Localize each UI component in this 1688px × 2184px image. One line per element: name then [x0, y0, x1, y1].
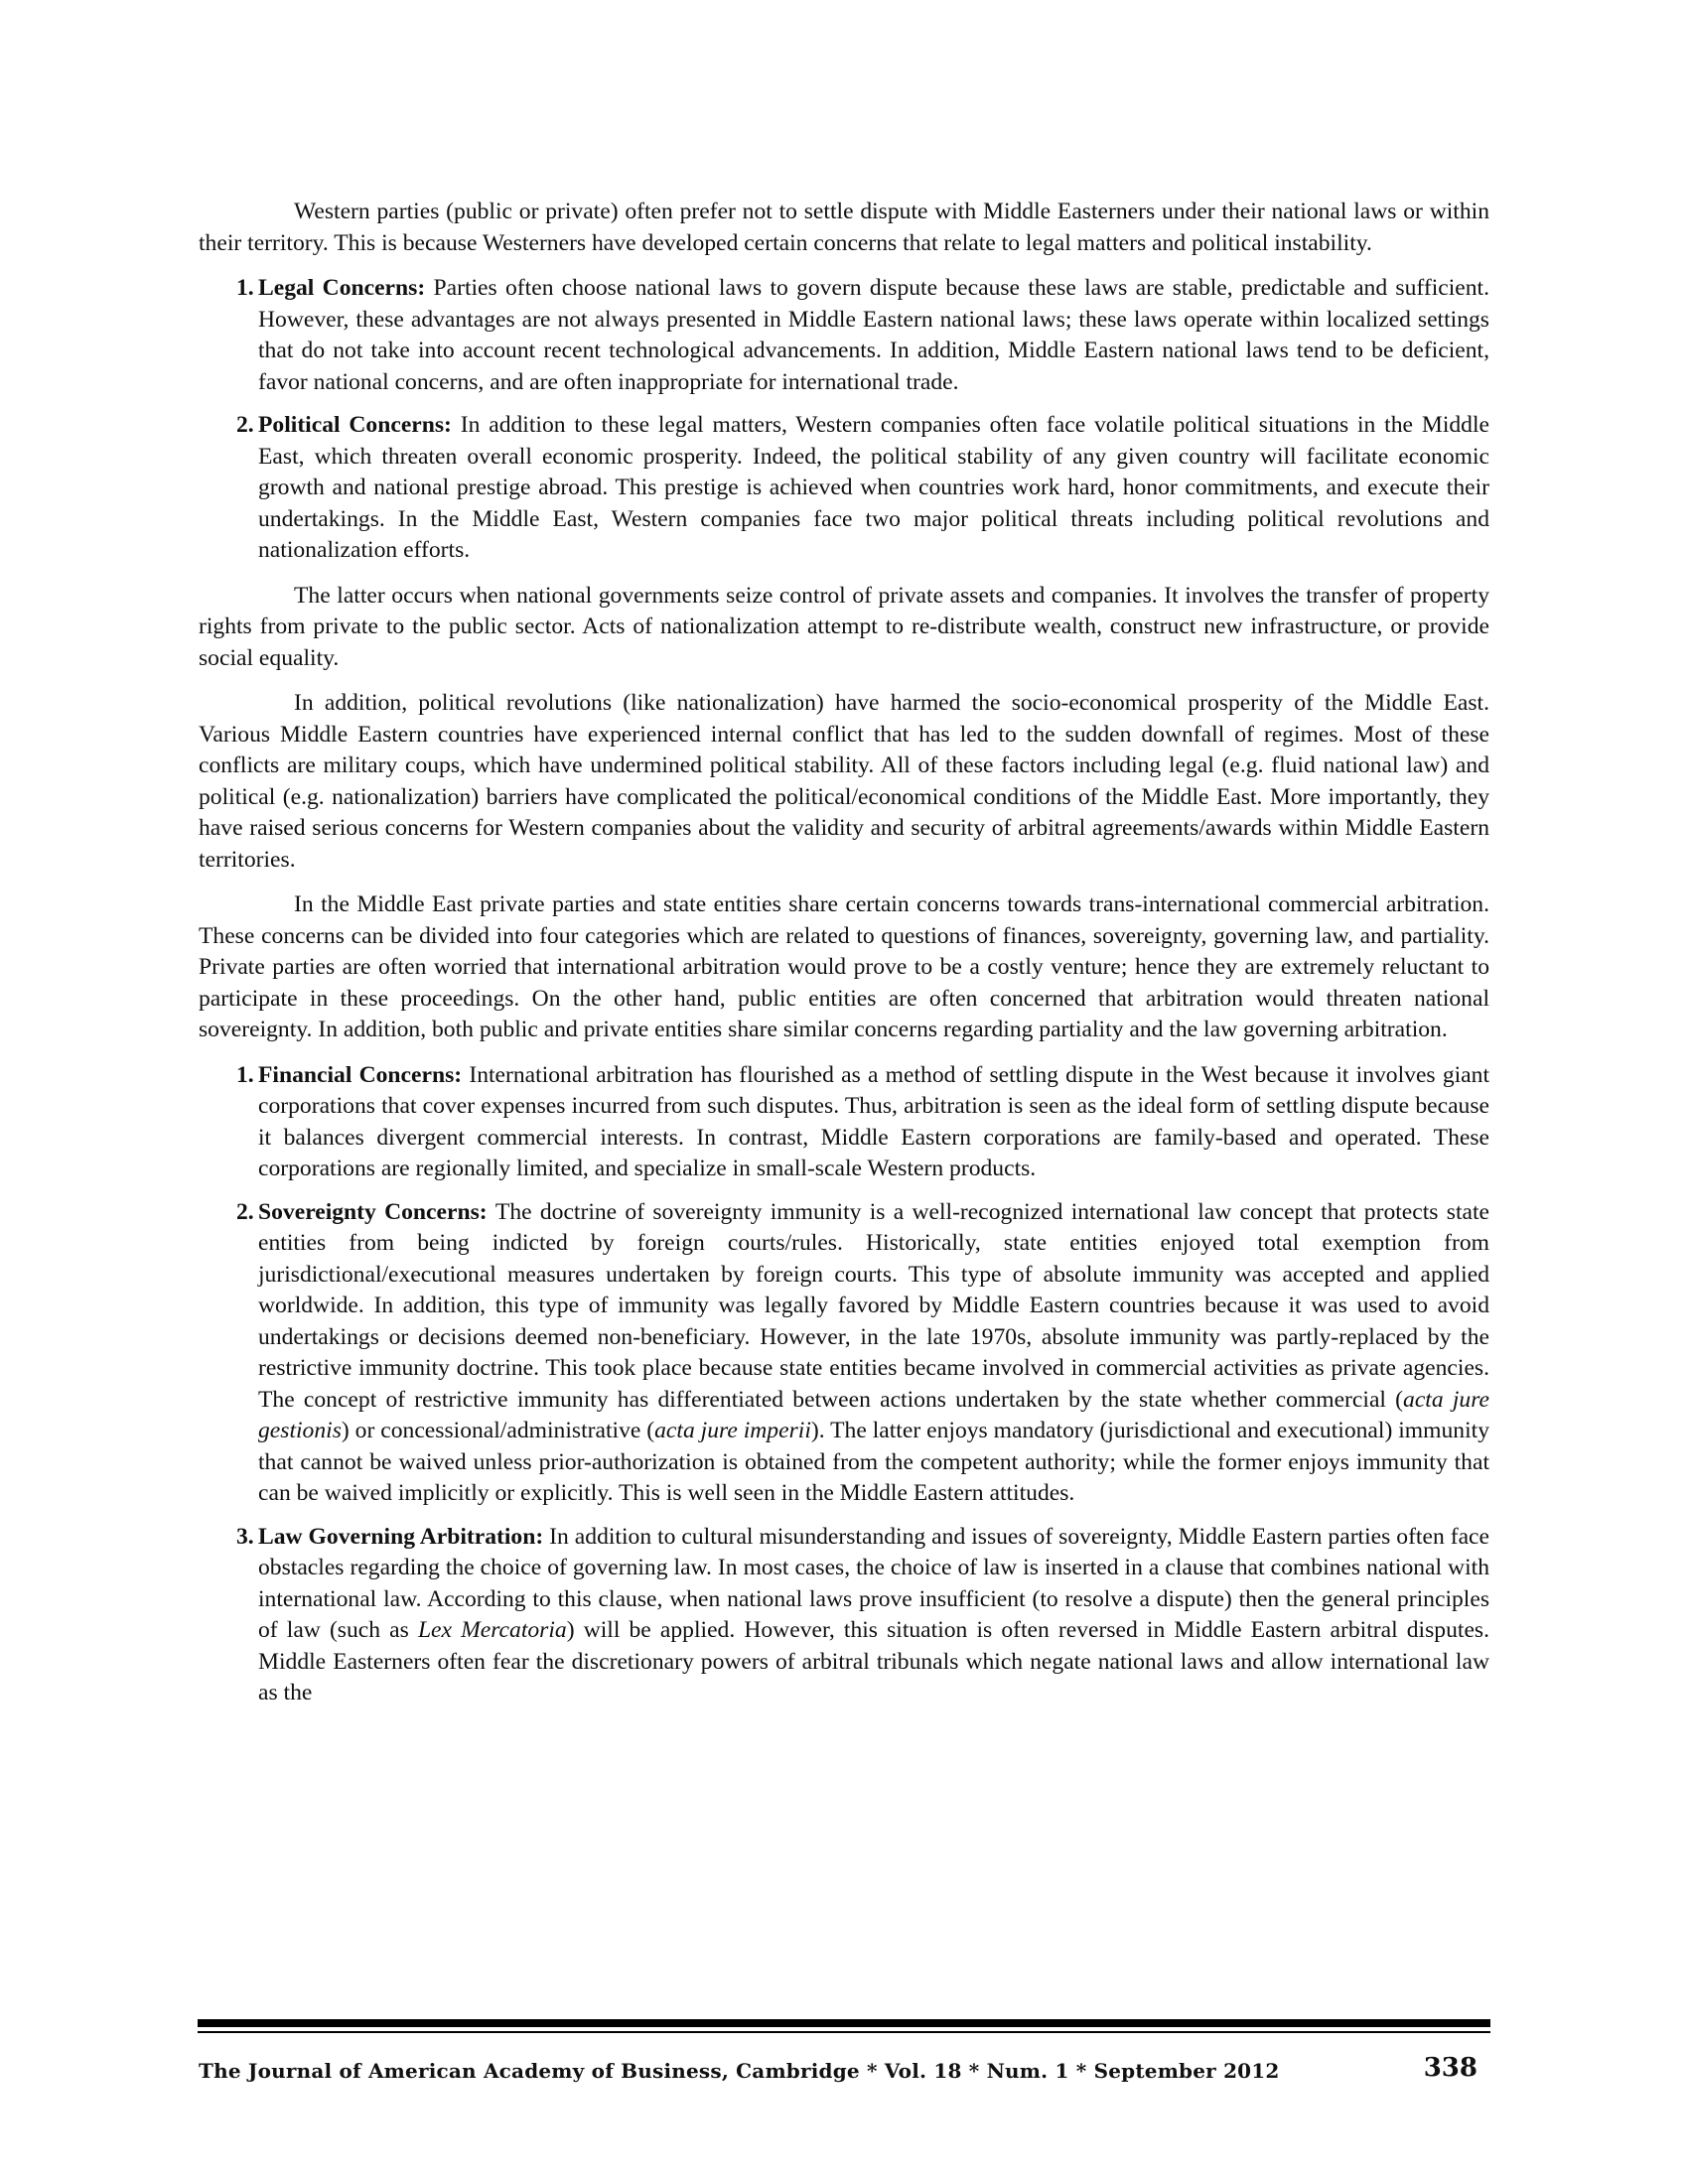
latin-term: Lex Mercatoria [417, 1617, 567, 1643]
list-number: 2. [236, 412, 254, 438]
list-item-text: ). The latter enjoys mandatory (jurisdictional and executional) immunity that cannot be waived unless prior-authorization is obtained from the competent authority; while the former enjoys immunity that can be waived implicitly or explicitly. This is well seen in the Middle Eastern attitudes. [258, 1418, 1489, 1506]
list-item-sovereignty-concerns [199, 1197, 1489, 1510]
paragraph: The latter occurs when national governments seize control of private assets and companies. It involves the transfer of property rights from private to the public sector. Acts of nationalization attempt to re-distribute wealth, construct new infrastructure, or provide social equality. [199, 582, 1489, 671]
paragraph: In the Middle East private parties and state entities share certain concerns towards trans-international commercial arbitration. These concerns can be divided into four categories which are related to questions of finances, sovereignty, governing law, and partiality. Private parties are often worried that international arbitration would prove to be a costly venture; hence they are extremely reluctant to participate in these proceedings. On the other hand, public entities are often concerned that arbitration would threaten national sovereignty. In addition, both public and private entities share similar concerns regarding partiality and the law governing arbitration. [199, 891, 1489, 1042]
list-item-financial-concerns [199, 1060, 1489, 1185]
concerns-list-middle-east [199, 1060, 1489, 1709]
list-number: 1. [236, 1061, 254, 1088]
list-item-text: The doctrine of sovereignty immunity is a well-recognized international law concept that protects state entities from being indicted by foreign courts/rules. Historically, state entities enjoyed total exemption from jurisdictional/executional measures undertaken by foreign courts. This type of absolute immunity was accepted and applied worldwide. In addition, this type of immunity was legally favored by Middle Eastern countries because it was used to avoid undertakings or decisions deemed non-beneficiary. However, in the late 1970s, absolute immunity was partly-replaced by the restrictive immunity doctrine. This took place because state entities became involved in commercial activities as private agencies. The concept of restrictive immunity has differentiated between actions undertaken by the state whether commercial ( [258, 1198, 1489, 1413]
list-item-text: International arbitration has flourished as a method of settling dispute in the West because it involves giant corporations that cover expenses incurred from such disputes. Thus, arbitration is seen as the ideal form of settling dispute because it balances divergent commercial interests. In contrast, Middle Eastern corporations are family-based and operated. These corporations are regionally limited, and specialize in small-scale Western products. [258, 1061, 1489, 1181]
list-item-heading: Financial Concerns: [258, 1061, 470, 1088]
paragraph: Western parties (public or private) often prefer not to settle dispute with Middle Easterners under their national laws or within their territory. This is because Westerners have developed certain concerns that relate to legal matters and political instability. [199, 199, 1489, 256]
footer-rule-thin [198, 2031, 1490, 2033]
latin-term: acta jure gestionis [258, 1386, 1489, 1443]
list-item-text: ) will be applied. However, this situation is often reversed in Middle Eastern arbitral disputes. Middle Easterners often fear the discretionary powers of arbitral tribunals which negate national laws and allow international law as the [258, 1617, 1489, 1706]
list-item-heading: Legal Concerns: [258, 275, 434, 301]
page-body [199, 197, 1489, 1723]
page-number: 338 [1423, 2053, 1477, 2083]
list-item-law-governing-arbitration [199, 1522, 1489, 1709]
list-item-legal-concerns [199, 273, 1489, 398]
list-item-text: In addition to these legal matters, Western companies often face volatile political situations in the Middle East, which threaten overall economic prosperity. Indeed, the political stability of any given country will facilitate economic growth and national prestige abroad. This prestige is achieved when countries work hard, honor commitments, and execute their undertakings. In the Middle East, Western companies face two major political threats including political revolutions and nationalization efforts. [258, 412, 1489, 563]
concerns-list-western [199, 273, 1489, 567]
list-item-heading: Law Governing Arbitration: [258, 1523, 550, 1550]
latin-term: acta jure imperii [654, 1418, 811, 1443]
list-number: 2. [236, 1198, 254, 1225]
list-item-text: In addition to cultural misunderstanding and issues of sovereignty, Middle Eastern parties often face obstacles regarding the choice of governing law. In most cases, the choice of law is inserted in a clause that combines national with international law. According to this clause, when national laws prove insufficient (to resolve a dispute) then the general principles of law (such as [258, 1523, 1490, 1643]
footer-journal-citation: The Journal of American Academy of Business, Cambridge * Vol. 18 * Num. 1 * September 2012 [199, 2059, 1280, 2083]
paragraph: In addition, political revolutions (like nationalization) have harmed the socio-economical prosperity of the Middle East. Various Middle Eastern countries have experienced internal conflict that has led to the sudden downfall of regimes. Most of these conflicts are military coups, which have undermined political stability. All of these factors including legal (e.g. fluid national law) and political (e.g. nationalization) barriers have complicated the political/economical conditions of the Middle East. More importantly, they have raised serious concerns for Western companies about the validity and security of arbitral agreements/awards within Middle Eastern territories. [199, 690, 1489, 873]
list-item-political-concerns [199, 410, 1489, 567]
list-number: 3. [236, 1523, 254, 1550]
list-item-heading: Political Concerns: [258, 412, 461, 438]
list-item-heading: Sovereignty Concerns: [258, 1198, 495, 1225]
footer-rule-thick [198, 2019, 1490, 2027]
list-item-text: ) or concessional/administrative ( [341, 1418, 655, 1443]
list-number: 1. [236, 275, 254, 301]
list-item-text: Parties often choose national laws to govern dispute because these laws are stable, predictable and sufficient. However, these advantages are not always presented in Middle Eastern national laws; these laws operate within localized settings that do not take into account recent technological advancements. In addition, Middle Eastern national laws tend to be deficient, favor national concerns, and are often inappropriate for international trade. [258, 275, 1489, 395]
